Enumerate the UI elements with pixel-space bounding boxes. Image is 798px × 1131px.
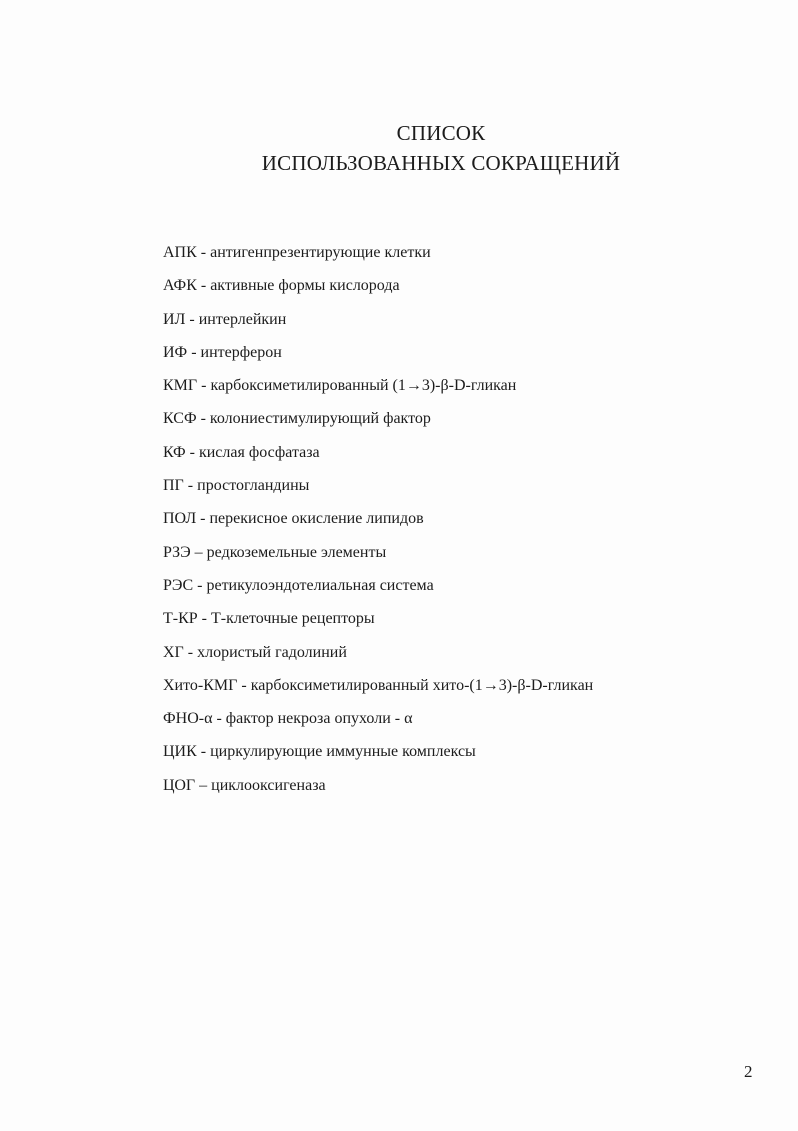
title-line-2: ИСПОЛЬЗОВАННЫХ СОКРАЩЕНИЙ bbox=[261, 151, 621, 175]
list-item: ФНО-α - фактор некроза опухоли - α bbox=[163, 710, 413, 728]
list-item: АПК - антигенпрезентирующие клетки bbox=[163, 244, 431, 261]
page-title bbox=[0, 118, 798, 178]
list-item: Т-КР - Т-клеточные рецепторы bbox=[163, 610, 375, 628]
list-item: ИЛ - интерлейкин bbox=[163, 310, 287, 328]
list-item: ПОЛ - перекисное окисление липидов bbox=[163, 510, 424, 528]
list-item: ПГ - простогландины bbox=[163, 477, 310, 495]
list-item: КФ - кислая фосфатаза bbox=[163, 443, 320, 461]
list-item: ЦИК - циркулирующие иммунные комплексы bbox=[163, 743, 476, 761]
page-number: 2 bbox=[744, 1062, 753, 1081]
list-item: ЦОГ – циклооксигеназа bbox=[163, 776, 326, 794]
abbreviation-list bbox=[163, 236, 593, 802]
list-item: ИФ - интерферон bbox=[163, 343, 282, 361]
list-item: РЗЭ – редкоземельные элементы bbox=[163, 543, 387, 561]
list-item: Хито-КМГ - карбоксиметилированный хито-(1→3)-β-D-гликан bbox=[163, 676, 594, 694]
list-item: АФК - активные формы кислорода bbox=[163, 277, 400, 295]
list-item: ХГ - хлористый гадолиний bbox=[163, 643, 347, 661]
list-item: КМГ - карбоксиметилированный (1→3)-β-D-гликан bbox=[163, 377, 517, 395]
list-item: РЭС - ретикулоэндотелиальная система bbox=[163, 576, 434, 594]
title-line-1: СПИСОК bbox=[396, 121, 486, 145]
list-item: КСФ - колониестимулирующий фактор bbox=[163, 410, 431, 428]
